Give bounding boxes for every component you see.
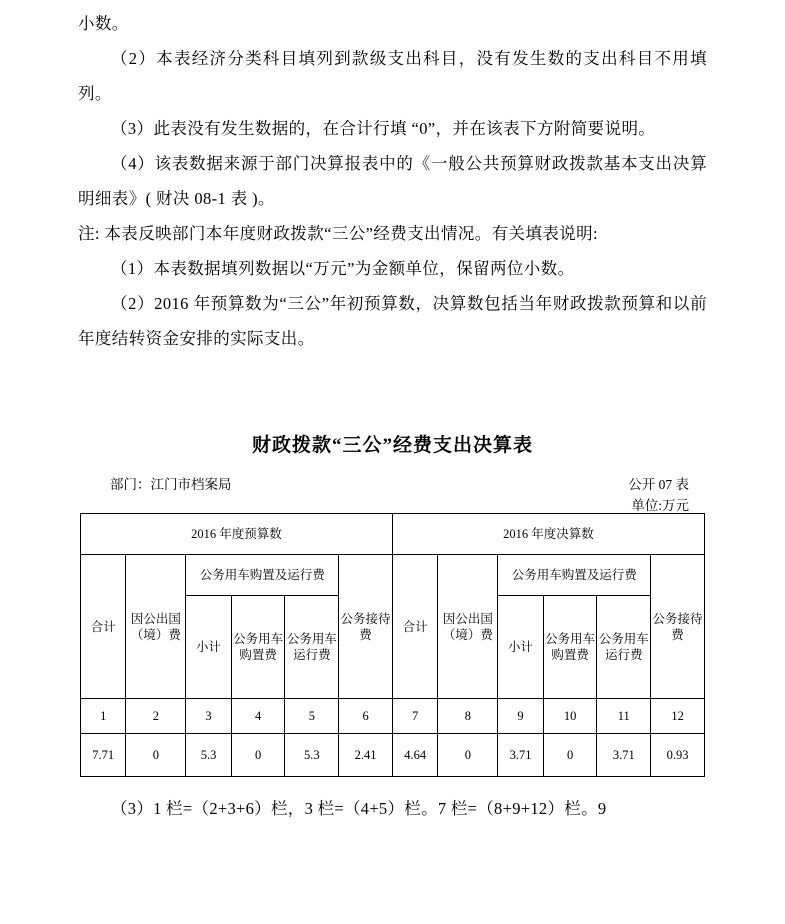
intro-text-block bbox=[78, 0, 707, 356]
table-row-values bbox=[81, 734, 705, 777]
sub-header-budget-vehicle: 公务用车购置及运行费 bbox=[186, 555, 339, 596]
table-footnote: （3）1 栏=（2+3+6）栏，3 栏=（4+5）栏。7 栏=（8+9+12）栏。9 bbox=[111, 799, 607, 818]
table-cell-value: 0 bbox=[231, 734, 285, 777]
department-label: 部门：江门市档案局 bbox=[110, 477, 232, 492]
col-header-final-vehicle-subtotal: 小计 bbox=[498, 596, 543, 699]
table-cell-value: 2.41 bbox=[339, 734, 393, 777]
col-header-budget-abroad: 因公出国（境）费 bbox=[126, 555, 186, 699]
column-number: 5 bbox=[285, 699, 339, 734]
table-cell-value: 0 bbox=[438, 734, 498, 777]
paragraph-2: （3）此表没有发生数据的，在合计行填 “0”，并在该表下方附简要说明。 bbox=[111, 119, 656, 138]
column-number: 12 bbox=[651, 699, 705, 734]
col-header-budget-hospitality: 公务接待费 bbox=[339, 555, 393, 699]
paragraph-4: 注: 本表反映部门本年度财政拨款“三公”经费支出情况。有关填表说明: bbox=[78, 224, 599, 243]
column-number: 8 bbox=[438, 699, 498, 734]
group-header-budget: 2016 年度预算数 bbox=[81, 514, 393, 555]
col-header-final-hospitality: 公务接待费 bbox=[651, 555, 705, 699]
column-number: 6 bbox=[339, 699, 393, 734]
table-cell-value: 3.71 bbox=[498, 734, 543, 777]
column-number: 1 bbox=[81, 699, 126, 734]
col-header-final-vehicle-operation: 公务用车运行费 bbox=[597, 596, 651, 699]
table-cell-value: 5.3 bbox=[186, 734, 231, 777]
column-number: 9 bbox=[498, 699, 543, 734]
page-title: 财政拨款“三公”经费支出决算表 bbox=[251, 435, 533, 456]
col-header-final-abroad: 因公出国（境）费 bbox=[438, 555, 498, 699]
column-number: 4 bbox=[231, 699, 285, 734]
table-cell-value: 5.3 bbox=[285, 734, 339, 777]
table-cell-value: 3.71 bbox=[597, 734, 651, 777]
group-header-final: 2016 年度决算数 bbox=[392, 514, 704, 555]
paragraph-0: 小数。 bbox=[78, 14, 129, 33]
column-number: 2 bbox=[126, 699, 186, 734]
col-header-budget-vehicle-operation: 公务用车运行费 bbox=[285, 596, 339, 699]
table-cell-value: 0 bbox=[543, 734, 597, 777]
table-row-group-header bbox=[81, 514, 705, 555]
paragraph-1: （2）本表经济分类科目填列到款级支出科目，没有发生数的支出科目不用填列。 bbox=[78, 49, 707, 103]
three-public-expense-table bbox=[80, 513, 705, 777]
column-number: 11 bbox=[597, 699, 651, 734]
column-number: 3 bbox=[186, 699, 231, 734]
table-cell-value: 0.93 bbox=[651, 734, 705, 777]
col-header-final-vehicle-purchase: 公务用车购置费 bbox=[543, 596, 597, 699]
col-header-budget-total: 合计 bbox=[81, 555, 126, 699]
paragraph-5: （1）本表数据填列数据以“万元”为金额单位，保留两位小数。 bbox=[111, 259, 575, 278]
table-row-sub-header bbox=[81, 555, 705, 596]
col-header-final-total: 合计 bbox=[392, 555, 437, 699]
table-cell-value: 0 bbox=[126, 734, 186, 777]
sub-header-final-vehicle: 公务用车购置及运行费 bbox=[498, 555, 651, 596]
col-header-budget-vehicle-subtotal: 小计 bbox=[186, 596, 231, 699]
column-number: 7 bbox=[392, 699, 437, 734]
paragraph-6: （2）2016 年预算数为“三公”年初预算数，决算数包括当年财政拨款预算和以前年度结转资金安排的实际支出。 bbox=[78, 294, 707, 348]
table-cell-value: 7.71 bbox=[81, 734, 126, 777]
table-cell-value: 4.64 bbox=[392, 734, 437, 777]
col-header-budget-vehicle-purchase: 公务用车购置费 bbox=[231, 596, 285, 699]
column-number: 10 bbox=[543, 699, 597, 734]
unit-label: 单位:万元 bbox=[631, 498, 689, 513]
table-row-column-numbers bbox=[81, 699, 705, 734]
form-code: 公开 07 表 bbox=[628, 477, 689, 492]
paragraph-3: （4）该表数据来源于部门决算报表中的《一般公共预算财政拨款基本支出决算明细表》( 财决 08-1 表 )。 bbox=[78, 154, 707, 208]
table-title-block bbox=[78, 430, 707, 457]
